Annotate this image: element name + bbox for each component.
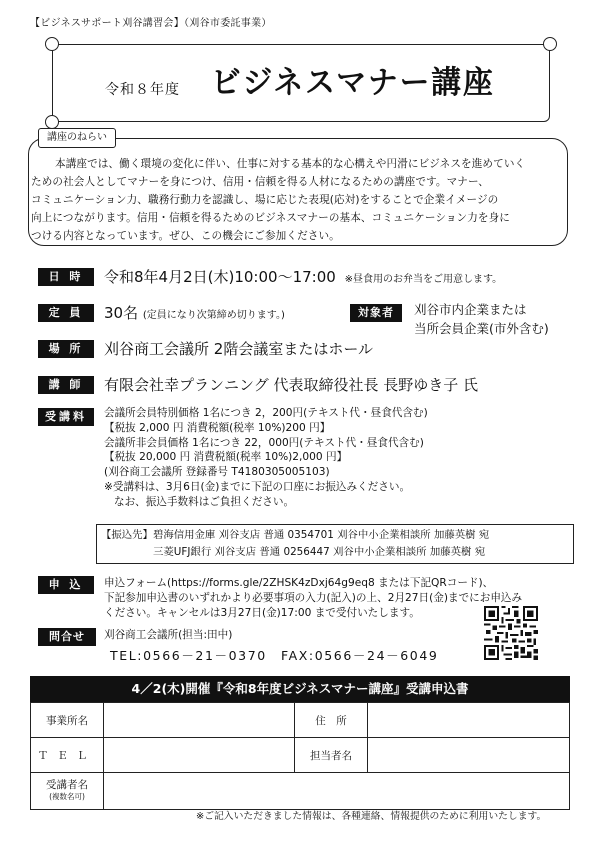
fee-line: なお、振込手数料はご負担ください。: [114, 495, 295, 508]
attendee-label-note: (複数名可): [49, 792, 85, 801]
datetime-label: 日 時: [38, 268, 94, 286]
lecturer-value: 有限会社幸プランニング 代表取締役社長 長野ゆき子 氏: [104, 376, 479, 394]
aim-line: コミュニケーション力、職務行動力を認識し、場に応じた表現(応対)をすることで企業イメージの: [31, 194, 499, 206]
aim-line: 本講座では、働く環境の変化に伴い、仕事に対する基本的な心構えや円滑にビジネスを進めていく: [55, 158, 526, 170]
attendee-label-text: 受講者名: [46, 779, 88, 791]
transfer-account-box: [96, 524, 574, 564]
target-line: 刈谷市内企業または: [414, 302, 527, 317]
contact-tel-fax: TEL:0566－21－0370 FAX:0566－24－6049: [110, 648, 439, 663]
address-input[interactable]: [368, 703, 570, 738]
address-field-label: 住 所: [295, 703, 368, 738]
fee-details: [104, 406, 428, 510]
form-row: [31, 773, 570, 810]
apply-text: [104, 576, 522, 621]
person-field-label: 担当者名: [295, 738, 368, 773]
fee-line: (刈谷商工会議所 登録番号 T4180305005103): [104, 466, 330, 479]
datetime-value: 令和8年4月2日(木)10:00～17:00: [104, 268, 336, 286]
aim-line: ための社会人としてマナーを身につけ、信用・信頼を得る人材になるための講座です。マナー、: [31, 176, 489, 188]
fee-label: 受講料: [38, 408, 94, 426]
target-label: 対象者: [350, 304, 402, 322]
transfer-line: 【振込先】碧海信用金庫 刈谷支店 普通 0354701 刈谷中小企業相談所 加藤英樹 宛: [101, 529, 490, 541]
target-line: 当所会員企業(市外含む): [414, 321, 549, 336]
tel-input[interactable]: [104, 738, 295, 773]
fee-line: 会議所非会員価格 1名につき 22，000円(テキスト代・昼食代含む): [104, 436, 424, 449]
privacy-footnote: ※ご記入いただきました情報は、各種連絡、情報提供のために利用いたします。: [196, 811, 547, 822]
application-form-table: [30, 702, 570, 810]
scroll-curl-decoration: [45, 37, 59, 51]
venue-label: 場 所: [38, 340, 94, 358]
contact-org: 刈谷商工会議所(担当:田中): [104, 629, 233, 641]
capacity-value: 30名: [104, 304, 139, 322]
apply-line: 下記参加申込書のいずれかより必要事項の入力(記入)の上、2月27日(金)までにお申込み: [104, 592, 523, 604]
title-banner: [52, 44, 550, 122]
capacity-label: 定 員: [38, 304, 94, 322]
transfer-line: 三菱UFJ銀行 刈谷支店 普通 0256447 刈谷中小企業相談所 加藤英樹 宛: [153, 546, 486, 558]
attendee-field-label: [31, 773, 104, 810]
target-value: [414, 300, 549, 338]
scroll-curl-decoration: [543, 37, 557, 51]
title-year: 令和８年度: [105, 82, 180, 98]
company-field-label: 事業所名: [31, 703, 104, 738]
scroll-curl-decoration: [45, 115, 59, 129]
tel-field-label: ＴＥＬ: [31, 738, 104, 773]
lecturer-label: 講 師: [38, 376, 94, 394]
qr-code-icon[interactable]: [484, 606, 538, 660]
apply-line: 申込フォーム(https://forms.gle/2ZHSK4zDxj64g9eq8 または下記QRコード)、: [104, 577, 494, 589]
aim-line: 向上につながります。信用・信頼を得るためのビジネスマナーの基本、コミュニケーション力を身に: [31, 212, 510, 224]
venue-value: 刈谷商工会議所 2階会議室またはホール: [104, 340, 374, 358]
fee-line: ※受講料は、3月6日(金)までに下記の口座にお振込みください。: [104, 480, 411, 493]
apply-line: ください。キャンセルは3月27日(金)17:00 まで受付いたします。: [104, 607, 420, 619]
header-note: 【ビジネスサポート刈谷講習会】（刈谷市委託事業）: [30, 18, 272, 29]
aim-box: [28, 138, 568, 246]
form-row: [31, 703, 570, 738]
datetime-row: [104, 266, 502, 287]
attendee-input[interactable]: [104, 773, 570, 810]
person-input[interactable]: [368, 738, 570, 773]
aim-text: [31, 155, 555, 245]
apply-label: 申 込: [38, 576, 94, 594]
aim-tab: 講座のねらい: [38, 128, 116, 148]
fee-line: 会議所会員特別価格 1名につき 2，200円(テキスト代・昼食代含む): [104, 407, 428, 419]
aim-line: つける内容となっています。ぜひ、この機会にご参加ください。: [31, 230, 340, 242]
application-form-header: 4／2(木)開催『令和8年度ビジネスマナー講座』受講申込書: [30, 676, 570, 702]
capacity-row: [104, 302, 285, 323]
datetime-note: ※昼食用のお弁当をご用意します。: [344, 274, 503, 285]
fee-line: 【税抜 20,000 円 消費税額(税率 10%)2,000 円】: [104, 451, 348, 464]
fee-line: 【税抜 2,000 円 消費税額(税率 10%)200 円】: [104, 421, 331, 434]
page-title: ビジネスマナー講座: [211, 65, 495, 101]
company-input[interactable]: [104, 703, 295, 738]
form-row: [31, 738, 570, 773]
capacity-note: (定員になり次第締め切ります。): [142, 310, 285, 321]
contact-label: 問合せ: [38, 628, 96, 646]
